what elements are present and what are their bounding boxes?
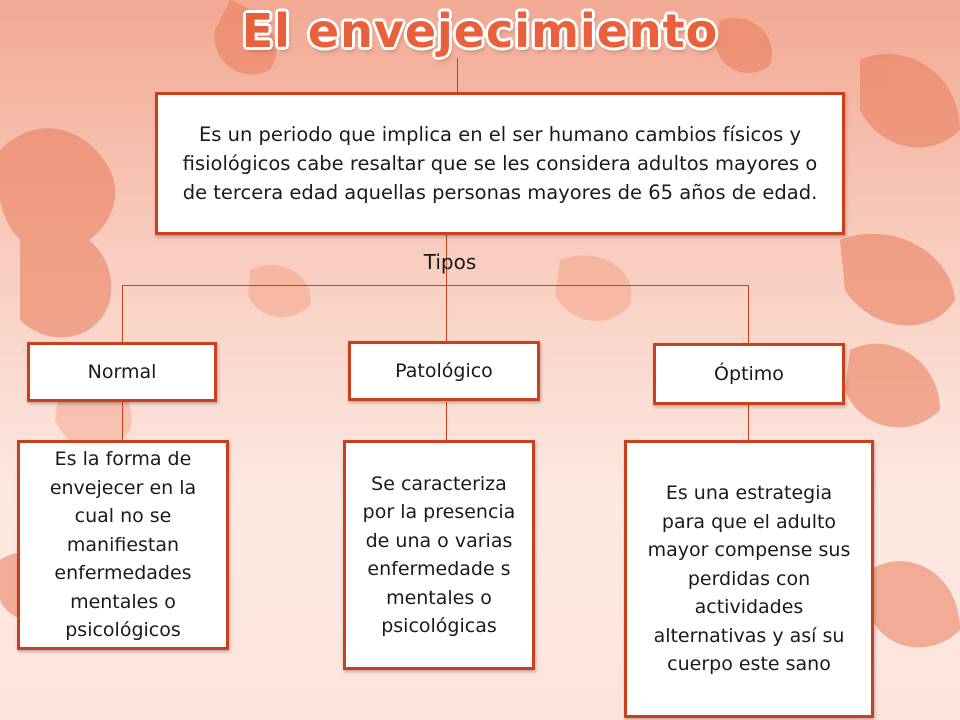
branch-label: Tipos xyxy=(423,250,477,274)
description-box-patologico xyxy=(343,440,535,670)
connector-horizontal xyxy=(122,285,748,286)
connector-to-optimo xyxy=(748,285,749,344)
description-text: Es una estrategia para que el adulto mayor compense sus perdidas con actividades alternativas y así su cuerpo este sano xyxy=(647,482,851,676)
description-box-normal xyxy=(17,440,229,650)
type-label: Patológico xyxy=(395,360,493,382)
connector-optimo-to-description xyxy=(748,404,749,440)
definition-text: Es un periodo que implica en el ser humano cambios físicos y fisiológicos cabe resaltar que se les considera adultos mayores o de tercera edad aquellas personas mayores de 65 años de edad. xyxy=(182,123,818,204)
connector-to-normal xyxy=(122,285,123,343)
type-box-optimo xyxy=(653,343,845,405)
description-box-optimo xyxy=(624,440,874,718)
connector-to-patologico xyxy=(446,285,447,343)
definition-box xyxy=(155,92,845,235)
diagram-title: El envejecimiento xyxy=(241,4,719,58)
connector-patologico-to-description xyxy=(446,402,447,440)
type-box-patologico xyxy=(348,341,540,401)
type-label: Óptimo xyxy=(714,363,784,385)
type-box-normal xyxy=(27,342,217,402)
connector-normal-to-description xyxy=(122,402,123,440)
connector-title-to-definition xyxy=(457,58,458,92)
type-label: Normal xyxy=(87,361,157,383)
description-text: Es la forma de envejecer en la cual no se manifiestan enfermedades mentales o psicológicos xyxy=(49,448,197,642)
description-text: Se caracteriza por la presencia de una o varias enfermedade s mentales o psicológicas xyxy=(362,472,516,637)
